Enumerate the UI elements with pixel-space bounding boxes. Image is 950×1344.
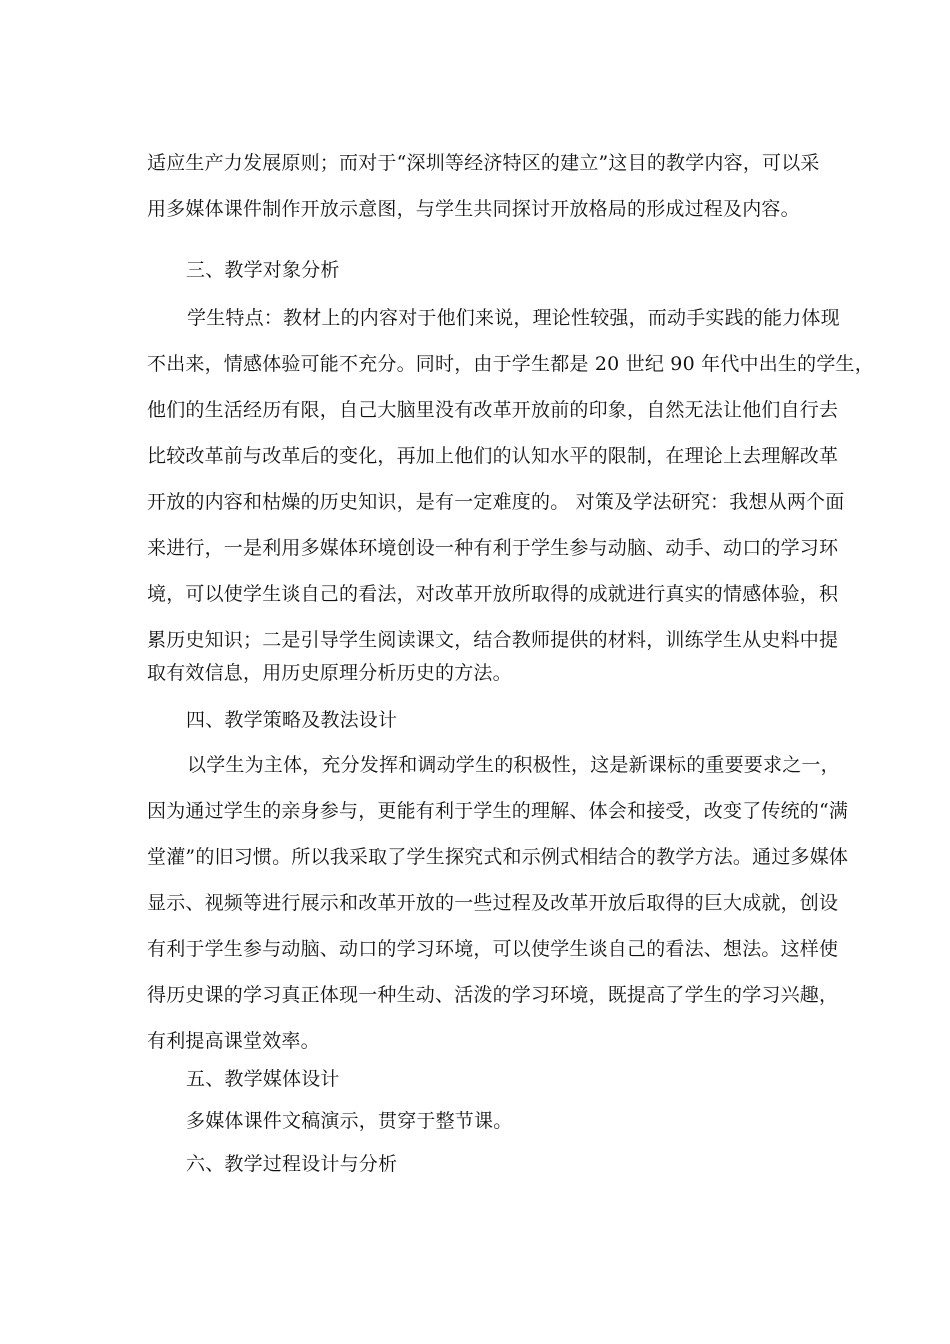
paragraph-line: 比较改革前与改革后的变化，再加上他们的认知水平的限制，在理论上去理解改革 <box>147 445 839 467</box>
paragraph-line: 堂灌”的旧习惯。所以我采取了学生探究式和示例式相结合的教学方法。通过多媒体 <box>147 846 849 868</box>
section-heading-4: 四、教学策略及教法设计 <box>186 709 398 731</box>
section-heading-5: 五、教学媒体设计 <box>186 1068 340 1090</box>
paragraph-line: 显示、视频等进行展示和改革开放的一些过程及改革开放后取得的巨大成就，创设 <box>147 892 839 914</box>
paragraph-line: 适应生产力发展原则；而对于“深圳等经济特区的建立”这目的教学内容，可以采 <box>147 152 820 174</box>
paragraph-line: 用多媒体课件制作开放示意图，与学生共同探讨开放格局的形成过程及内容。 <box>147 198 800 220</box>
paragraph-line: 有利于学生参与动脑、动口的学习环境，可以使学生谈自己的看法、想法。这样使 <box>147 938 839 960</box>
paragraph-line: 因为通过学生的亲身参与，更能有利于学生的理解、体会和接受，改变了传统的“满 <box>147 800 849 822</box>
paragraph-line: 不出来，情感体验可能不充分。同时，由于学生都是 20 世纪 90 年代中出生的学生， <box>147 353 874 375</box>
paragraph-line: 开放的内容和枯燥的历史知识，是有一定难度的。 对策及学法研究：我想从两个面 <box>147 491 845 513</box>
paragraph-line: 他们的生活经历有限，自己大脑里没有改革开放前的印象，自然无法让他们自行去 <box>147 399 839 421</box>
section-heading-3: 三、教学对象分析 <box>186 259 340 281</box>
paragraph-line: 得历史课的学习真正体现一种生动、活泼的学习环境，既提高了学生的学习兴趣， <box>147 984 839 1006</box>
paragraph-line: 来进行，一是利用多媒体环境创设一种有利于学生参与动脑、动手、动口的学习环 <box>147 537 839 559</box>
section-heading-6: 六、教学过程设计与分析 <box>186 1153 398 1175</box>
paragraph-line: 取有效信息，用历史原理分析历史的方法。 <box>147 662 512 684</box>
paragraph-line: 累历史知识；二是引导学生阅读课文，结合教师提供的材料，训练学生从史料中提 <box>147 629 839 651</box>
paragraph-line: 境，可以使学生谈自己的看法，对改革开放所取得的成就进行真实的情感体验，积 <box>147 583 839 605</box>
paragraph-line: 学生特点：教材上的内容对于他们来说，理论性较强，而动手实践的能力体现 <box>187 307 840 329</box>
paragraph-line: 有利提高课堂效率。 <box>147 1030 320 1052</box>
paragraph-line: 以学生为主体，充分发挥和调动学生的积极性，这是新课标的重要要求之一， <box>187 754 840 776</box>
paragraph-line: 多媒体课件文稿演示，贯穿于整节课。 <box>186 1110 513 1132</box>
